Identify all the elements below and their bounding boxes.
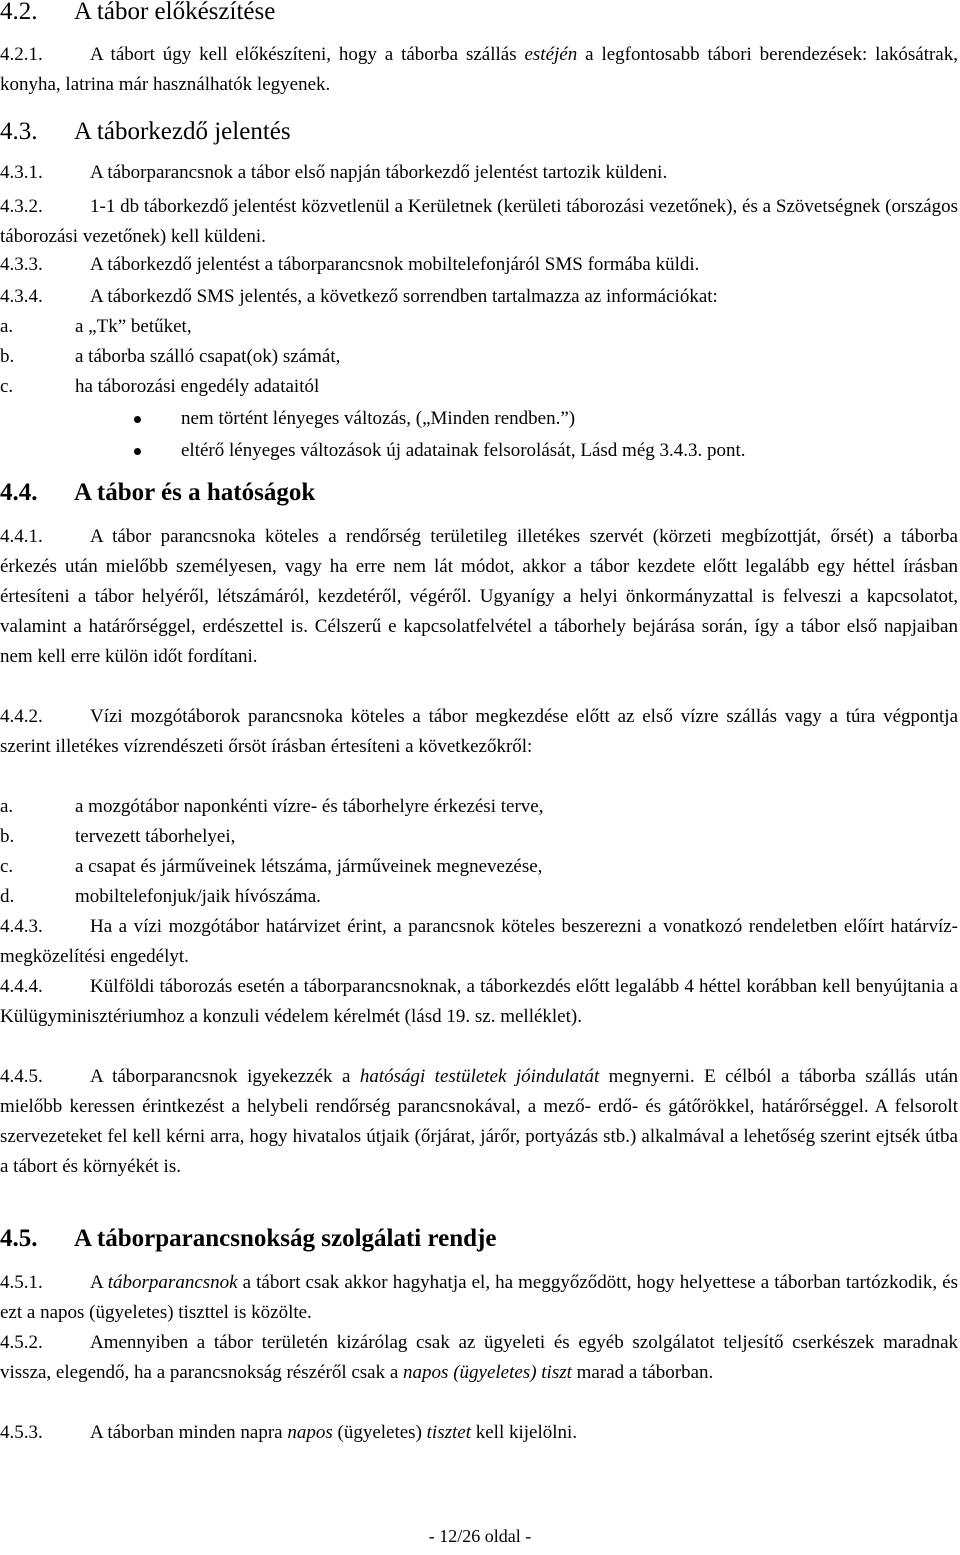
paragraph-4-4-5 bbox=[0, 1062, 958, 1182]
list-text: ha táborozási engedély adataitól bbox=[75, 376, 320, 397]
list-item bbox=[0, 852, 958, 882]
bullet-icon bbox=[134, 416, 141, 423]
paragraph-number: 4.4.1. bbox=[0, 526, 43, 547]
emphasis-text: táborparancsnok bbox=[107, 1272, 238, 1293]
list-text: a csapat és járműveinek létszáma, járműveinek megnevezése, bbox=[75, 856, 543, 877]
section-number: 4.2. bbox=[0, 0, 38, 25]
emphasis-text: napos bbox=[287, 1422, 333, 1443]
list-label: a. bbox=[0, 796, 14, 817]
paragraph-number: 4.3.4. bbox=[0, 286, 43, 307]
list-text: a táborba szálló csapat(ok) számát, bbox=[75, 346, 341, 367]
list-item bbox=[0, 342, 958, 372]
paragraph-number: 4.4.4. bbox=[0, 976, 43, 997]
paragraph-text: megnyerni. E célból a táborba szállás után mielőbb keressen érintkezést a helybeli rendőrség parancsnokával, a mező- erdő- és gátőrökkel, határőrséggel. A felsorolt szervezeteket fel kell kérni arra, hogy hivatalos útjaik (őrjárat, járőr, portyázás stb.) alkalmával a lehetőség szerint ejtsék útba a tábort és környékét is. bbox=[0, 1066, 958, 1177]
paragraph-text: A táborparancsnok igyekezzék a bbox=[90, 1066, 360, 1087]
paragraph-text: A táborban minden napra bbox=[90, 1422, 288, 1443]
section-heading-4-2 bbox=[0, 0, 275, 27]
list-label: c. bbox=[0, 376, 14, 397]
paragraph-number: 4.3.1. bbox=[0, 162, 43, 183]
paragraph-text: A táborkezdő SMS jelentés, a következő sorrendben tartalmazza az információkat: bbox=[90, 286, 718, 307]
bullet-text: nem történt lényeges változás, („Minden rendben.”) bbox=[181, 408, 576, 429]
paragraph-number: 4.5.2. bbox=[0, 1332, 43, 1353]
emphasis-text: hatósági testületek jóindulatát bbox=[359, 1066, 600, 1087]
paragraph-number: 4.5.1. bbox=[0, 1272, 43, 1293]
paragraph-number: 4.5.3. bbox=[0, 1422, 43, 1443]
paragraph-text: A tábor parancsnoka köteles a rendőrség területileg illetékes szervét (körzeti megbízottját, őrsét) a táborba érkezés után mielőbb személyesen, vagy ha erre nem lát módot, akkor a tábor kezdete előtt legalább egy héttel írásban értesíteni a tábor helyéről, létszámáról, kezdetéről, végéről. Ugyanígy a helyi önkormányzattal is felveszi a kapcsolatot, valamint a határőrséggel, erdészettel is. Célszerű e kapcsolatfelvétel a táborhely bejárása során, így a tábor első napjaiban nem kell erre külön időt fordítani. bbox=[0, 526, 958, 667]
list-label: a. bbox=[0, 316, 14, 337]
paragraph-text: Ha a vízi mozgótábor határvizet érint, a parancsnok köteles beszerezni a vonatkozó rendeletben előírt határvíz-megközelítési engedélyt. bbox=[0, 916, 958, 967]
paragraph-4-4-4 bbox=[0, 972, 958, 1032]
list-label: d. bbox=[0, 886, 15, 907]
section-number: 4.3. bbox=[0, 118, 38, 145]
paragraph-4-3-3 bbox=[0, 250, 958, 280]
paragraph-text: a tábort csak akkor hagyhatja el, ha meggyőződött, hogy helyettese a táborban tartózkodik, és ezt a napos (ügyeletes) tiszttel is közölte. bbox=[0, 1272, 958, 1323]
paragraph-text: Külföldi táborozás esetén a táborparancsnoknak, a táborkezdés előtt legalább 4 héttel korábban kell benyújtania a Külügyminisztériumhoz a konzuli védelem kérelmét (lásd 19. sz. melléklet). bbox=[0, 976, 958, 1027]
paragraph-text: kell kijelölni. bbox=[471, 1422, 578, 1443]
paragraph-number: 4.3.3. bbox=[0, 254, 43, 275]
paragraph-4-3-2 bbox=[0, 192, 958, 252]
section-number: 4.4. bbox=[0, 479, 38, 506]
list-label: b. bbox=[0, 826, 15, 847]
list-text: mobiltelefonjuk/jaik hívószáma. bbox=[75, 886, 321, 907]
paragraph-4-3-4 bbox=[0, 282, 958, 312]
list-item bbox=[0, 822, 958, 852]
list-item bbox=[0, 792, 958, 822]
paragraph-text: (ügyeletes) bbox=[332, 1422, 427, 1443]
list-item bbox=[0, 312, 958, 342]
paragraph-text: A bbox=[90, 1272, 108, 1293]
paragraph-text: 1-1 db táborkezdő jelentést közvetlenül a Kerületnek (kerületi táborozási vezetőnek), és a Szövetségnek (országos táborozási vezetőnek) kell küldeni. bbox=[0, 196, 958, 247]
emphasis-text: estéjén bbox=[524, 44, 578, 65]
list-text: a mozgótábor naponkénti vízre- és táborhelyre érkezési terve, bbox=[75, 796, 544, 817]
list-item bbox=[0, 372, 958, 402]
paragraph-4-4-1 bbox=[0, 522, 958, 672]
list-text: tervezett táborhelyei, bbox=[75, 826, 236, 847]
section-title: A táborkezdő jelentés bbox=[74, 118, 291, 145]
paragraph-text: A táborkezdő jelentést a táborparancsnok mobiltelefonjáról SMS formába küldi. bbox=[90, 254, 700, 275]
section-heading-4-5 bbox=[0, 1224, 496, 1254]
paragraph-4-5-3 bbox=[0, 1418, 958, 1448]
emphasis-text: napos (ügyeletes) tiszt bbox=[403, 1361, 572, 1383]
paragraph-4-5-1 bbox=[0, 1268, 958, 1328]
emphasis-text: tisztet bbox=[426, 1422, 471, 1443]
section-heading-4-4 bbox=[0, 478, 315, 508]
list-label: b. bbox=[0, 346, 15, 367]
section-heading-4-3 bbox=[0, 117, 291, 147]
list-text: a „Tk” betűket, bbox=[75, 316, 192, 337]
paragraph-text: Vízi mozgótáborok parancsnoka köteles a tábor megkezdése előtt az első vízre szállás vagy a túra végpontja szerint illetékes vízrendészeti őrsöt írásban értesíteni a következőkről: bbox=[0, 706, 958, 757]
paragraph-number: 4.4.5. bbox=[0, 1066, 43, 1087]
page-footer bbox=[0, 1522, 960, 1552]
list-label: c. bbox=[0, 856, 14, 877]
paragraph-text: Amennyiben a tábor területén kizárólag csak az ügyeleti és egyéb szolgálatot teljesítő cserkészek maradnak vissza, elegendő, ha a parancsnokság részéről csak a bbox=[0, 1332, 958, 1383]
section-number: 4.5. bbox=[0, 1225, 38, 1252]
paragraph-text: A táborparancsnok a tábor első napján táborkezdő jelentést tartozik küldeni. bbox=[90, 162, 668, 183]
paragraph-number: 4.4.2. bbox=[0, 706, 43, 727]
bullet-text: eltérő lényeges változások új adatainak felsorolását, Lásd még 3.4.3. pont. bbox=[181, 440, 746, 461]
list-item bbox=[0, 882, 958, 912]
paragraph-4-3-1 bbox=[0, 158, 958, 188]
section-title: A tábor előkészítése bbox=[74, 0, 276, 25]
section-title: A tábor és a hatóságok bbox=[74, 479, 316, 506]
paragraph-4-2-1 bbox=[0, 40, 958, 100]
paragraph-4-4-3 bbox=[0, 912, 958, 972]
section-title: A táborparancsnokság szolgálati rendje bbox=[74, 1225, 497, 1252]
paragraph-text: a legfontosabb tábori berendezések: lakósátrak, konyha, latrina már használhatók legyenek. bbox=[0, 44, 958, 95]
bullet-icon bbox=[134, 448, 141, 455]
paragraph-text: marad a táborban. bbox=[571, 1361, 714, 1383]
paragraph-4-5-2 bbox=[0, 1328, 958, 1388]
paragraph-4-4-2 bbox=[0, 702, 958, 762]
paragraph-number: 4.4.3. bbox=[0, 916, 43, 937]
paragraph-number: 4.3.2. bbox=[0, 196, 43, 217]
paragraph-text: A tábort úgy kell előkészíteni, hogy a táborba szállás bbox=[90, 44, 525, 65]
page-number: - 12/26 oldal - bbox=[428, 1526, 532, 1546]
paragraph-number: 4.2.1. bbox=[0, 44, 43, 65]
